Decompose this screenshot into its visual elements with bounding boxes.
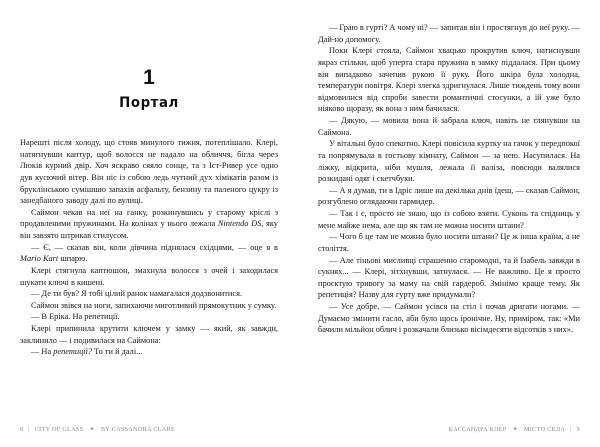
paragraph: — Чого б це там не можна було носити штани? Це ж інша країна, а не століття. [318, 232, 580, 253]
paragraph: — А я думав, ти в Ідріс лише на декілька днів їдеш, — сказав Саймон, розгублено оглядаючи гармидер. [318, 185, 580, 207]
paragraph: Клері стягнула каптюшон, змахнула волосся з очей і заходилася шукати ключі в кишені. [20, 265, 278, 287]
left-page-body [20, 137, 278, 447]
footer-book-title-uk: МІСТО СКЛА [524, 427, 566, 433]
page-number-right: 9 [576, 427, 580, 433]
footer-book-author: BY CASSANDRA CLARE [100, 427, 176, 433]
paragraph: — На репетиції? То ти й далі... [31, 347, 143, 357]
paragraph: — Усе добре, — Саймон усівся на стіл і почав дригати ногами. — Думаємо змінити гасло, аби було щось іронічне. Ну, приміром, так: «Ми бачили мільйон облич і розкачали близько вісімдесяти відсотків з них». [318, 302, 580, 335]
footer-left [20, 425, 175, 433]
right-page [300, 0, 600, 447]
footer-divider: | [570, 427, 572, 433]
paragraph: — Дякую, — мовила вона й забрала ключ, навіть не глянувши на Саймона. [318, 116, 580, 137]
paragraph: — Є, — сказав він, коли дівчина піднялася східцями, — оце я в Mario Kart шпарю. [20, 242, 278, 264]
paragraph: — В Еріка. На репетиції. [31, 312, 120, 322]
right-page-body [318, 22, 580, 447]
chapter-number: 1 [143, 66, 155, 89]
footer-divider: | [28, 427, 30, 433]
ornament-icon: ✦ [89, 426, 96, 433]
ornament-icon: ✦ [512, 426, 519, 433]
paragraph: У вітальні було спекотно. Клері повісила куртку на гачок у передпокої та попрямувала в гостьову кімнату, Саймон — за нею. Насупилася. На ліжку, відкрита, ніби мушля, лежала її валіза, повсюди валялися розкидані одяг і скетчбуки. [318, 139, 580, 184]
footer-book-title: CITY OF GLASS [34, 427, 84, 433]
footer-book-author-uk: КАССАНДРА КЛЕР [448, 427, 507, 433]
chapter-title: Портал [119, 95, 179, 111]
page-number-left: 8 [20, 427, 24, 433]
footer-right [449, 425, 580, 433]
paragraph: Саймон звівся на ноги, запихаючи миготливий прямокутник у сумку. [31, 300, 277, 310]
paragraph: — Так і є, просто не знаю, що із собою взяти. Суконь та спідниць у мене майже нема, але що як там не можна носити штани? [318, 209, 580, 230]
paragraph: — Граю в гурті? А чому ні? — запитав він і простягнув до неї руку. — Дай-но допомогу. [318, 23, 581, 44]
paragraph: Нарешті після холоду, що стояв минулого тижня, потеплішало. Клері, натягнувши каптур, щоб волосся не падало на обличчя, бігла через Люків курний двір. Хоч яскраво сяяло сонце, та з Іст-Ривер усе одно дув кусючий вітер. Він ніс із собою ледь чутний дух хімікатів разом із бруклінською сумішшю запахів асфальту, бензину та паленого цукру із занедбаного заводу далі по вулиці. [20, 138, 278, 206]
chapter-heading [20, 67, 278, 111]
paragraph: Поки Клері стояла, Саймон хвацько прокрутив ключ, натиснувши якраз стільки, щоб уперта стара пружина в замку піддалася. При цьому він випадково зачепив рукою її руку. Його шкіра була холодна, температури повітря. Клері злегка здригнулася. Лише тиждень тому вони відмовилися від спроби завести романтичні стосунки, а їй уже було ніяково щоразу, як вона з ним бачилася. [318, 46, 580, 114]
paragraph: — Де ти був? Я тобі цілий ранок намагалася додзвонитися. [31, 289, 242, 299]
paragraph: Саймон чекав на неї на ганку, розкинувшись у старому кріслі з продавленими пружинами. На колінах у нього лежала Nintendo DS, яку він завзято штрикав стилусом. [20, 207, 278, 240]
paragraph: Клері припинила крутити ключем у замку — який, як завжди, заклинило — і подивилася на Саймона: [20, 324, 278, 345]
paragraph: — Але тіньові мисливці страшенно старомодні, та й Ізабель завжди в сукнях... — Клері, зітхнувши, затнулася. — Не важливо. Це я просто проєктую тривогу за маму на свій гардероб. Змінімо краще тему. Як репетиція? Назву для гурту вже придумали? [318, 255, 580, 300]
